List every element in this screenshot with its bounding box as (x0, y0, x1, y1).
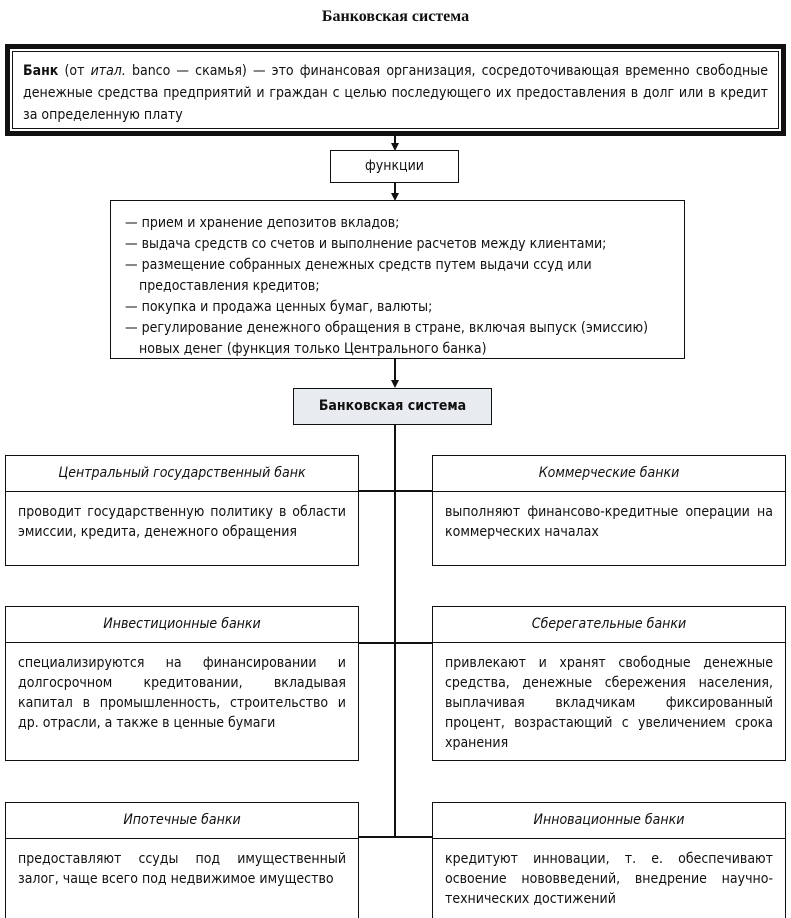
bank-desc: предоставляют ссуды под имущественный залог, чаще всего под недвижимое имущество (18, 851, 346, 887)
function-item: — размещение собранных денежных средств путем выдачи ссуд или предоставления кредитов; (125, 257, 592, 294)
bank-savings (432, 606, 786, 761)
bank-name: Инвестиционные банки (6, 607, 358, 643)
bank-desc: специализируются на финансировании и долгосрочном кредитовании, вкладывая капитал в промышленность, строительство и др. отрасли, а также в ценные бумаги (18, 655, 346, 731)
bank-commercial (432, 455, 786, 566)
definition-pre: (от (58, 63, 91, 79)
connector-line (394, 359, 396, 381)
bank-mortgage (5, 802, 359, 918)
diagram-title: Банковская система (321, 8, 470, 25)
bank-name: Центральный государственный банк (6, 456, 358, 492)
banking-system-box: Банковская система (293, 388, 492, 425)
branch-line (358, 836, 433, 838)
bank-name: Сберегательные банки (433, 607, 785, 643)
bank-desc: кредитуют инновации, т. е. обеспечивают освоение нововведений, внедрение научно-технических достижений (445, 851, 773, 907)
bank-desc: выполняют финансово-кредитные операции на коммерческих началах (445, 504, 773, 540)
functions-list (110, 200, 685, 359)
definition-abbr: итал. (90, 63, 126, 79)
bank-central (5, 455, 359, 566)
arrow-down-icon (391, 380, 399, 388)
bank-innovation (432, 802, 786, 918)
function-item: — покупка и продажа ценных бумаг, валюты; (125, 299, 433, 315)
bank-desc: проводит государственную политику в области эмиссии, кредита, денежного обращения (18, 504, 346, 540)
trunk-line (394, 425, 396, 837)
definition-box (5, 44, 786, 136)
branch-line (358, 490, 433, 492)
functions-label: функции (330, 150, 459, 183)
function-item: — выдача средств со счетов и выполнение расчетов между клиентами; (125, 236, 607, 252)
definition-term: Банк (23, 63, 59, 79)
bank-name: Коммерческие банки (433, 456, 785, 492)
bank-investment (5, 606, 359, 761)
branch-line (358, 642, 433, 644)
function-item: — прием и хранение депозитов вкладов; (125, 215, 400, 231)
definition-text: banco — скамья) — это финансовая организация, сосредоточивающая временно свободные денежные средства предприятий и граждан с целью последующего их предоставления в долг или в кредит за определенную плату (23, 63, 768, 123)
bank-desc: привлекают и хранят свободные денежные средства, денежные сбережения населения, выплачивая вкладчикам фиксированный процент, возрастающий с увеличением срока хранения (445, 655, 773, 751)
bank-name: Инновационные банки (433, 803, 785, 839)
function-item: — регулирование денежного обращения в стране, включая выпуск (эмиссию) новых денег (функция только Центрального банка) (125, 320, 648, 357)
bank-name: Ипотечные банки (6, 803, 358, 839)
